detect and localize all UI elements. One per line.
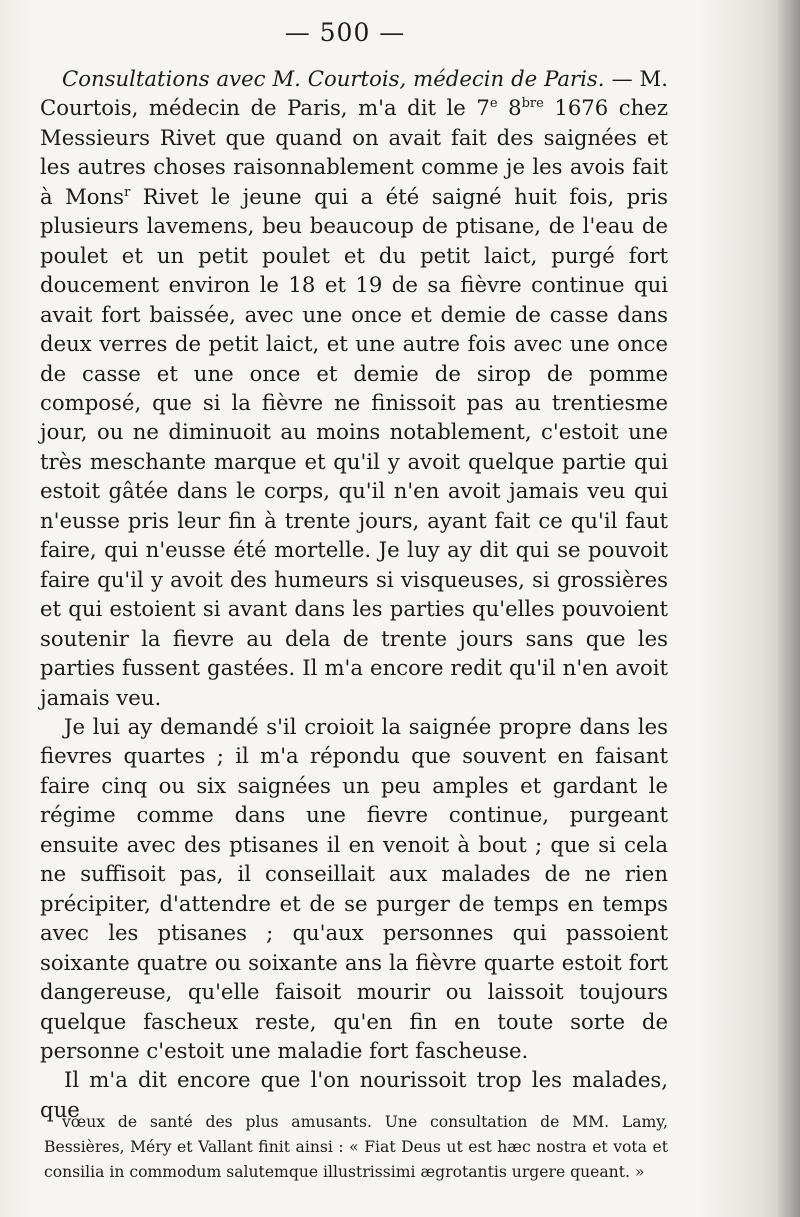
paragraph-consultation: [40, 64, 668, 712]
paragraph-text: 1676 chez Messieurs Rivet que quand on avait fait des saignées et les autres choses raisonnablement comme je les avois fait à Mons: [40, 95, 669, 209]
footnote-text: vœux de santé des plus amusants. Une consultation de MM. Lamy, Bessières, Méry et Vallant finit ainsi : « Fiat Deus ut est hæc nostra et vota et consilia in commodum salutemque illustrissimi ægrotantis urgere queant. »: [44, 1113, 668, 1181]
paragraph-text: 8: [497, 95, 522, 121]
paragraph-text: Rivet le jeune qui a été saigné huit fois, pris plusieurs lavemens, beu beaucoup de ptisane, de l'eau de poulet et un petit poulet et du petit laict, purgé fort doucement environ le 18 et 19 de sa fièvre continue qui avait fort baissée, avec une once et demie de casse dans deux verres de petit laict, et une autre fois avec une once de casse et une once et demie de sirop de pomme composé, que si la fièvre ne finissoit pas au trentiesme jour, ou ne diminuoit au moins notablement, c'estoit une très meschante marque et qu'il y avoit quelque partie qui estoit gâtée dans le corps, qu'il n'en avoit jamais veu qui n'eusse pris leur fin à trente jours, ayant fait ce qu'il faut faire, qui n'eusse été mortelle. Je luy ay dit qui se pouvoit faire qu'il y avoit des humeurs si visqueuses, si grossières et qui estoient si avant dans les parties qu'elles pouvoient soutenir la fievre au dela de trente jours sans que les parties fussent gastées. Il m'a encore redit qu'il n'en avoit jamais veu.: [40, 183, 668, 710]
main-text: [40, 64, 668, 1124]
paragraph-text: — M. Courtois, médecin de Paris, m'a dit le 7: [40, 66, 668, 121]
paragraph-nourrir: Il m'a dit encore que l'on nourissoit trop les malades, que: [40, 1067, 668, 1122]
section-heading: Consultations avec M. Courtois, médecin de Paris.: [62, 66, 605, 91]
footnote: [44, 1110, 668, 1185]
page-number: — 500 —: [284, 18, 406, 47]
page-binding-shadow: [778, 0, 800, 1217]
superscript: bre: [521, 96, 544, 112]
superscript: e: [489, 96, 498, 112]
superscript: r: [124, 184, 131, 200]
paragraph-fievres-quartes: Je lui ay demandé s'il croioit la saignée propre dans les fievres quartes ; il m'a répondu que souvent en faisant faire cinq ou six saignées un peu amples et gardant le régime comme dans une fievre continue, purgeant ensuite avec des ptisanes il en venoit à bout ; que si cela ne suffisoit pas, il conseillait aux malades de ne rien précipiter, d'attendre et de se purger de temps en temps avec les ptisanes ; qu'aux personnes qui passoient soixante quatre ou soixante ans la fièvre quarte estoit fort dangereuse, qu'elle faisoit mourir ou laissoit toujours quelque fascheux reste, qu'en fin en toute sorte de personne c'estoit une maladie fort fascheuse.: [40, 713, 668, 1063]
